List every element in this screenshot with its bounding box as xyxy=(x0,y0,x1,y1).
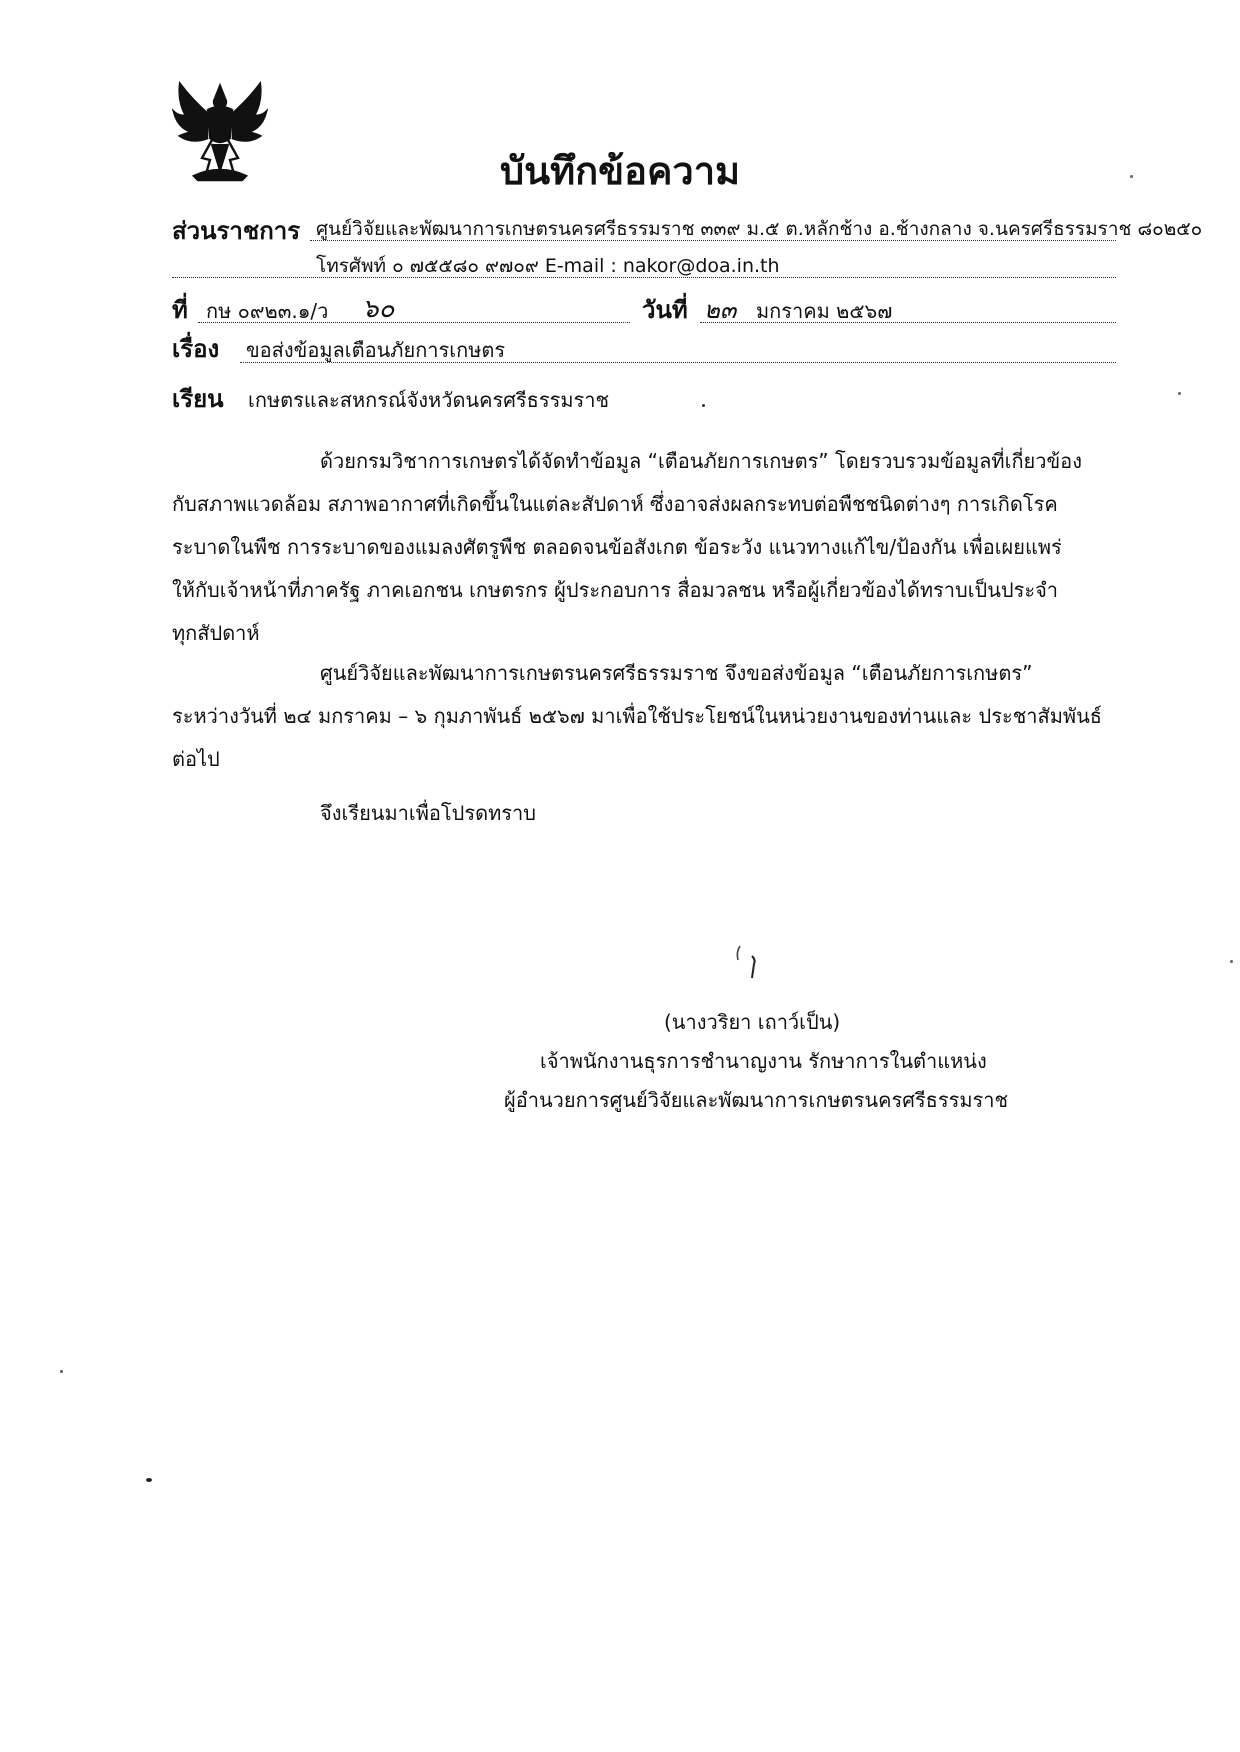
ref-handwritten-number: ๖๐ xyxy=(362,294,395,324)
ref-label: ที่ xyxy=(172,296,188,324)
signer-name: (นางวริยา เถาว์เป็น) xyxy=(664,1010,841,1034)
agency-contact: โทรศัพท์ ๐ ๗๕๕๘๐ ๙๗๐๙ E-mail : nakor@doa.in.th xyxy=(316,255,780,277)
handwritten-signature xyxy=(730,942,770,986)
body-paragraph-1 xyxy=(172,440,1120,655)
scan-speck xyxy=(1130,175,1133,178)
date-label: วันที่ xyxy=(642,296,688,324)
scan-speck xyxy=(702,404,705,407)
paragraph-2-line-3: ต่อไป xyxy=(172,747,220,771)
agency-dotted-line-1 xyxy=(310,240,1116,241)
subject-label: เรื่อง xyxy=(172,335,220,363)
garuda-emblem-icon xyxy=(172,80,268,188)
signer-position-1: เจ้าพนักงานธุรการชำนาญงาน รักษาการในตำแหน่ง xyxy=(540,1049,987,1073)
to-recipient: เกษตรและสหกรณ์จังหวัดนครศรีธรรมราช xyxy=(248,388,610,412)
scan-speck xyxy=(1178,392,1181,395)
paragraph-1-line-2: กับสภาพแวดล้อม สภาพอากาศที่เกิดขึ้นในแต่ละสัปดาห์ ซึ่งอาจส่งผลกระทบต่อพืชชนิดต่างๆ การเกิดโรค xyxy=(172,492,1058,516)
paragraph-1-line-1: ด้วยกรมวิชาการเกษตรได้จัดทำข้อมูล “เตือนภัยการเกษตร” โดยรวบรวมข้อมูลที่เกี่ยวข้อง xyxy=(320,449,1082,473)
scan-speck xyxy=(1230,960,1233,963)
to-label: เรียน xyxy=(172,385,224,413)
agency-address: ศูนย์วิจัยและพัฒนาการเกษตรนครศรีธรรมราช ๓๓๙ ม.๕ ต.หลักช้าง อ.ช้างกลาง จ.นครศรีธรรมราช ๘๐๒๕๐ xyxy=(316,218,1203,240)
paragraph-1-line-4: ให้กับเจ้าหน้าที่ภาครัฐ ภาคเอกชน เกษตรกร ผู้ประกอบการ สื่อมวลชน หรือผู้เกี่ยวข้องได้ทราบเป็นประจำ xyxy=(172,578,1059,602)
closing-text: จึงเรียนมาเพื่อโปรดทราบ xyxy=(320,801,536,825)
agency-dotted-line-2 xyxy=(172,277,1116,278)
paragraph-2-line-2: ระหว่างวันที่ ๒๔ มกราคม – ๖ กุมภาพันธ์ ๒๕๖๗ มาเพื่อใช้ประโยชน์ในหน่วยงานของท่านและ ประชาสัมพันธ์ xyxy=(172,704,1102,728)
agency-label: ส่วนราชการ xyxy=(172,217,301,245)
ref-number: กษ ๐๙๒๓.๑/ว xyxy=(206,299,329,323)
body-paragraph-2 xyxy=(172,652,1120,781)
paragraph-1-line-5: ทุกสัปดาห์ xyxy=(172,621,260,645)
subject-dotted-line xyxy=(240,362,1116,363)
paragraph-1-line-3: ระบาดในพืช การระบาดของแมลงศัตรูพืช ตลอดจนข้อสังเกต ข้อระวัง แนวทางแก้ไข/ป้องกัน เพื่อเผยแพร่ xyxy=(172,535,1062,559)
scan-speck xyxy=(60,1370,63,1373)
date-day: ๒๓ xyxy=(704,296,737,324)
signer-position-2: ผู้อำนวยการศูนย์วิจัยและพัฒนาการเกษตรนครศรีธรรมราช xyxy=(504,1088,1009,1112)
scan-speck xyxy=(146,1478,152,1482)
paragraph-2-line-1: ศูนย์วิจัยและพัฒนาการเกษตรนครศรีธรรมราช จึงขอส่งข้อมูล “เตือนภัยการเกษตร” xyxy=(320,661,1033,685)
document-title: บันทึกข้อความ xyxy=(500,149,741,193)
subject-text: ขอส่งข้อมูลเตือนภัยการเกษตร xyxy=(246,338,506,362)
date-month-year: มกราคม ๒๕๖๗ xyxy=(756,299,893,323)
